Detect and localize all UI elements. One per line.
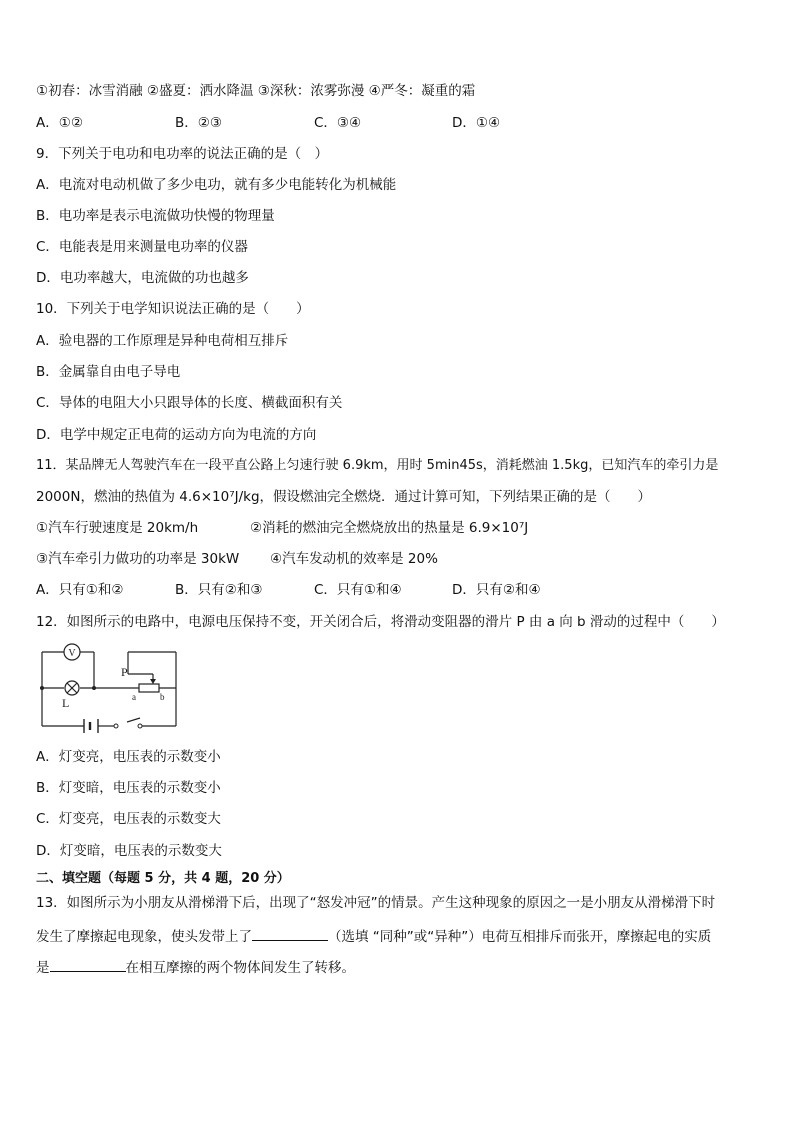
lamp-label: L — [62, 696, 70, 710]
q13-line2-text-after: （选填 “同种”或“异种”）电荷互相排斥而张开，摩擦起电的实质 — [328, 929, 712, 945]
q13-line1: 13．如图所示为小朋友从滑梯滑下后，出现了“怒发冲冠”的情景。产生这种现象的原因之一是小朋友从滑梯滑下时 — [36, 895, 716, 911]
q11-item-3: ③汽车牵引力做功的功率是 30kW — [36, 551, 240, 567]
q12-option-a: A．灯变亮，电压表的示数变小 — [36, 749, 221, 765]
q13-line2-text-before: 发生了摩擦起电现象，使头发带上了 — [36, 929, 252, 945]
rheostat-symbol — [139, 684, 159, 692]
q11-item-2: ②消耗的燃油完全燃烧放出的热量是 6.9×10⁷J — [250, 520, 529, 536]
q11-option-c: C．只有①和④ — [314, 582, 402, 598]
slider-label: P — [121, 665, 128, 679]
end-b-label: b — [160, 692, 165, 702]
q10-option-b: B．金属靠自由电子导电 — [36, 364, 181, 380]
q10-option-c: C．导体的电阻大小只跟导体的长度、横截面积有关 — [36, 395, 343, 411]
section-heading: 二、填空题（每题 5 分，共 4 题，20 分） — [36, 871, 290, 886]
q8-option-c: C．③④ — [314, 115, 362, 131]
q12-option-c: C．灯变亮，电压表的示数变大 — [36, 811, 221, 827]
q9-option-d: D．电功率越大，电流做的功也越多 — [36, 270, 249, 286]
q13-line2 — [36, 926, 711, 946]
end-a-label: a — [132, 692, 136, 702]
voltmeter-label: V — [68, 648, 76, 659]
q11-option-a: A．只有①和② — [36, 582, 124, 598]
q11-item-4: ④汽车发动机的效率是 20% — [270, 551, 438, 567]
q8-option-b: B．②③ — [175, 115, 222, 131]
q9-stem: 9．下列关于电功和电功率的说法正确的是（ ） — [36, 146, 329, 162]
answer-blank-1[interactable] — [252, 926, 328, 941]
answer-blank-2[interactable] — [50, 957, 126, 972]
switch-symbol — [114, 724, 118, 728]
q11-stem-line1: 11．某品牌无人驾驶汽车在一段平直公路上匀速行驶 6.9km，用时 5min45s，消耗燃油 1.5kg，已知汽车的牵引力是 — [36, 458, 719, 473]
q13-line3 — [36, 957, 355, 977]
q11-option-d: D．只有②和④ — [452, 582, 541, 598]
slider-arrow — [150, 679, 156, 684]
q8-option-a: A．①② — [36, 115, 83, 131]
q13-line3-text-after: 在相互摩擦的两个物体间发生了转移。 — [125, 960, 355, 976]
q10-stem: 10．下列关于电学知识说法正确的是（ ） — [36, 301, 310, 317]
q12-option-b: B．灯变暗，电压表的示数变小 — [36, 780, 221, 796]
voltmeter-symbol — [64, 644, 80, 660]
q10-option-a: A．验电器的工作原理是异种电荷相互排斥 — [36, 333, 289, 349]
q8-option-d: D．①④ — [452, 115, 501, 131]
q11-option-b: B．只有②和③ — [175, 582, 263, 598]
q9-option-a: A．电流对电动机做了多少电功，就有多少电能转化为机械能 — [36, 177, 397, 193]
q12-option-d: D．灯变暗，电压表的示数变大 — [36, 843, 222, 859]
q11-stem-line2: 2000N，燃油的热值为 4.6×10⁷J/kg，假设燃油完全燃烧．通过计算可知，下列结果正确的是（ ） — [36, 489, 652, 505]
q9-option-c: C．电能表是用来测量电功率的仪器 — [36, 239, 248, 255]
q11-item-1: ①汽车行驶速度是 20km/h — [36, 520, 199, 536]
q13-line3-text-before: 是 — [36, 960, 50, 976]
circuit-diagram — [36, 640, 186, 735]
battery-symbol — [84, 719, 98, 733]
q8-stem-line: ①初春：冰雪消融 ②盛夏：洒水降温 ③深秋：浓雾弥漫 ④严冬：凝重的霜 — [36, 83, 476, 99]
q12-stem: 12．如图所示的电路中，电源电压保持不变，开关闭合后，将滑动变阻器的滑片 P 由 a 向 b 滑动的过程中（ ） — [36, 614, 725, 630]
q10-option-d: D．电学中规定正电荷的运动方向为电流的方向 — [36, 427, 317, 443]
q9-option-b: B．电功率是表示电流做功快慢的物理量 — [36, 208, 275, 224]
